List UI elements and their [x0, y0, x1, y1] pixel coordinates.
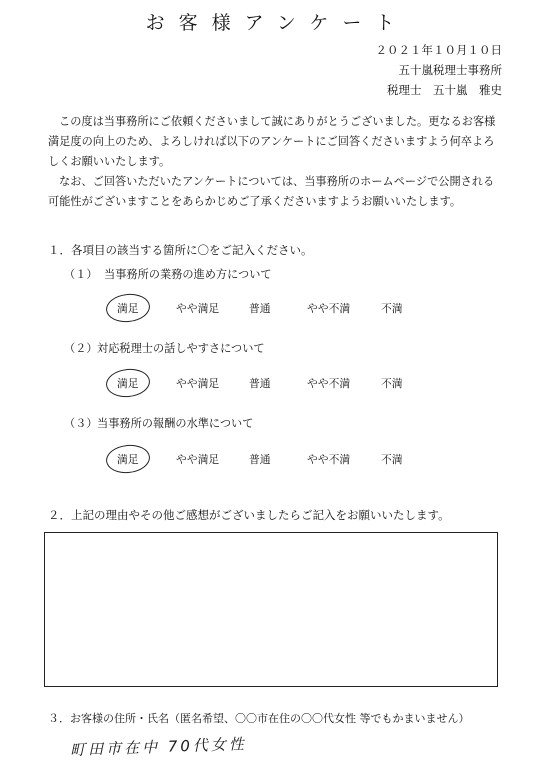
survey-date: ２０２１年１０月１０日	[375, 43, 502, 57]
q1-item-1-option-satisfied[interactable]: 満足	[117, 302, 139, 315]
survey-title: お客様アンケート	[145, 12, 409, 34]
q1-item-3-number: （３）	[64, 417, 98, 430]
q1-item-3-option-satisfied[interactable]: 満足	[117, 453, 139, 466]
question-2-heading: ２．上記の理由やその他ご感想がございましたらご記入をお願いいたします。	[48, 508, 450, 522]
q1-item-1-option-dissatisfied[interactable]: 不満	[381, 302, 403, 315]
comment-answer	[45, 533, 497, 545]
office-name: 五十嵐税理士事務所	[398, 63, 502, 77]
q1-item-2-option-somewhat-satisfied[interactable]: やや満足	[176, 377, 220, 390]
q1-item-3-option-somewhat-satisfied[interactable]: やや満足	[176, 453, 220, 466]
accountant-name: 税理士 五十嵐 雅史	[387, 83, 502, 97]
q1-item-3-option-neutral[interactable]: 普通	[249, 453, 271, 466]
intro-paragraph-2: なお、ご回答いただいたアンケートについては、当事務所のホームページで公開される可能性がございますことをあらかじめご了承くださいますようお願いいたします。	[48, 175, 495, 208]
q1-item-2-option-satisfied[interactable]: 満足	[117, 377, 139, 390]
q1-item-3-option-somewhat-dissatisfied[interactable]: やや不満	[307, 453, 351, 466]
comment-box[interactable]	[44, 532, 498, 687]
q1-item-2-option-neutral[interactable]: 普通	[249, 377, 271, 390]
question-1-heading: １．各項目の該当する箇所に〇をご記入ください。	[48, 243, 313, 257]
q1-item-3-option-dissatisfied[interactable]: 不満	[381, 453, 403, 466]
q1-item-1-option-somewhat-dissatisfied[interactable]: やや不満	[307, 302, 351, 315]
handwritten-answer: 町田市在中 70代女性	[69, 734, 248, 760]
q1-item-1-option-neutral[interactable]: 普通	[249, 302, 271, 315]
question-3-heading: ３．お客様の住所・氏名（匿名希望、〇〇市在住の〇〇代女性 等でもかまいません）	[48, 712, 470, 725]
q1-item-1-option-somewhat-satisfied[interactable]: やや満足	[176, 302, 220, 315]
q1-item-2-number: （２）	[64, 342, 98, 355]
q1-item-3-label: 当事務所の報酬の水準について	[97, 417, 254, 430]
q1-item-2-option-dissatisfied[interactable]: 不満	[381, 377, 403, 390]
intro-paragraph-1: この度は当事務所にご依頼くださいまして誠にありがとうございました。更なるお客様満足度の向上のため、よろしければ以下のアンケートにご回答くださいますよう何卒よろしくお願いいたします。	[48, 115, 496, 168]
q1-item-1-label: 当事務所の業務の進め方について	[104, 268, 272, 281]
q1-item-2-label: 対応税理士の話しやすさについて	[97, 342, 265, 355]
q1-item-1-number: （１）	[64, 268, 98, 281]
q1-item-2-option-somewhat-dissatisfied[interactable]: やや不満	[307, 377, 351, 390]
